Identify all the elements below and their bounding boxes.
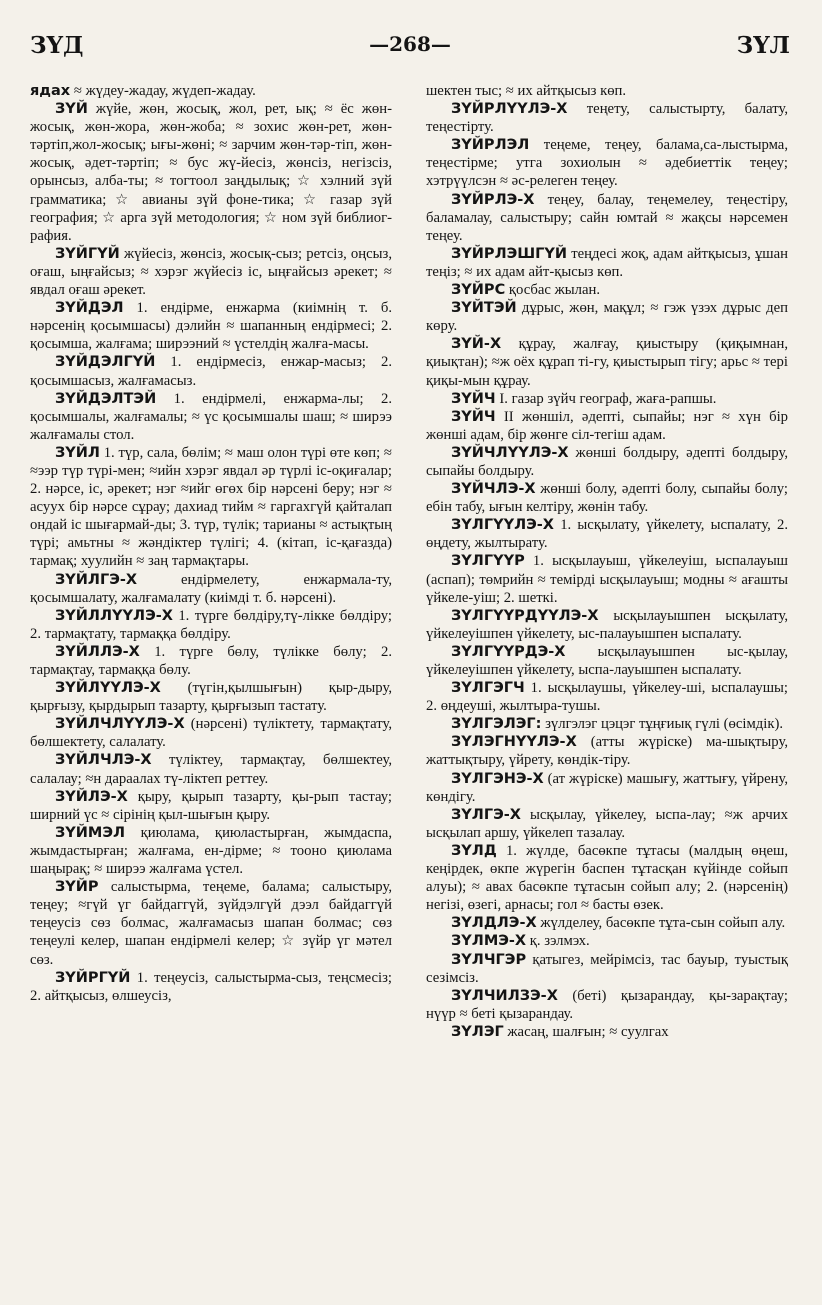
- headword: ЗҮЙЛЧЛЭ-Х: [55, 752, 152, 769]
- definition-text: 1. ысқылату, үйкелету, ыспалату, 2. өңдету, жылтырату.: [426, 517, 788, 552]
- page-number: —268—: [369, 32, 451, 56]
- headword: ЗҮЛЧИЛЗЭ-Х: [451, 987, 558, 1004]
- dictionary-entry: [30, 824, 392, 878]
- definition-text: 1. теңеусіз, салыстырма-сыз, теңсмесіз; 2. айтқысыз, өлшеусіз,: [30, 969, 392, 1004]
- headword: ЗҮЙЛ: [55, 444, 100, 461]
- headword: ЗҮЙРС: [451, 282, 506, 299]
- dictionary-entry: [30, 751, 392, 787]
- headword: ЗҮЛГҮҮЛЭ-Х: [451, 517, 554, 534]
- headword: ЗҮЛГЭ-Х: [451, 806, 521, 823]
- headword: ЗҮЛГЭЛЭГ:: [451, 716, 542, 733]
- definition-text: 1. түрге бөлу, түлікке бөлу; 2. тармақтау, тармаққа бөлу.: [30, 643, 392, 678]
- headword: ЗҮЙЛЧЛҮҮЛЭ-Х: [55, 716, 185, 733]
- definition-text: түліктеу, тармақтау, бөлшектеу, салалау; ≈н дараалах тү-ліктеп реттеу.: [30, 752, 392, 787]
- right-column: [426, 82, 788, 1041]
- definition-text: ≈ жүдеу-жадау, жүдеп-жадау.: [70, 83, 256, 99]
- headword: ЗҮЙЧ: [451, 390, 496, 407]
- headword: ЗҮЙРЛЭШГҮЙ: [451, 245, 568, 262]
- dictionary-entry: [426, 100, 788, 136]
- definition-text: жүлделеу, басөкпе тұта-сын сойып алу.: [536, 915, 786, 932]
- headword: ЗҮЙГҮЙ: [55, 245, 120, 262]
- headword: ЗҮЛД: [451, 842, 497, 859]
- definition-text: қиюлама, қиюластырған, жымдаспа, жымдастырған; жалғама, ен-дірме; ≈ тооно қиюлама шаңырақ; ≈ ширээ жалғама үстел.: [30, 824, 392, 878]
- dictionary-entry: [30, 353, 392, 389]
- headword: ЗҮЙ-Х: [451, 336, 502, 353]
- definition-text: ысқылауышпен ысқылату, үйкелеуішпен үйкелету, ыс-палауышпен ыспалату.: [426, 607, 788, 642]
- definition-text: (түгін,қылшығын) қыр-дыру, қырғызу, қырдырып тазарту, қырғызып тастату.: [30, 680, 392, 715]
- dictionary-entry: [426, 914, 788, 932]
- dictionary-entry: [426, 82, 788, 100]
- dictionary-entry: [426, 806, 788, 842]
- definition-text: шектен тыс; ≈ их айтқысыз көп.: [426, 83, 627, 99]
- dictionary-entry: [30, 878, 392, 968]
- headword: ЗҮЙЛГЭ-Х: [55, 571, 138, 588]
- headword: ЗҮЛМЭ-Х: [451, 933, 527, 950]
- dictionary-entry: [426, 733, 788, 769]
- dictionary-entry: [426, 335, 788, 389]
- definition-text: теңету, салыстырту, балату, теңестірту.: [426, 101, 788, 136]
- dictionary-entry: [426, 679, 788, 715]
- definition-text: жөнші болдыру, әдепті болдыру, сыпайы болдыру.: [426, 444, 788, 479]
- dictionary-entry: [30, 969, 392, 1005]
- definition-text: жасаң, шалғын; ≈ суулгах: [503, 1023, 669, 1040]
- dictionary-entry: [426, 390, 788, 408]
- dictionary-entry: [426, 299, 788, 335]
- dictionary-entry: [426, 408, 788, 444]
- headword: ЗҮЙДЭЛ: [55, 300, 124, 317]
- headword: ЗҮЙМЭЛ: [55, 824, 126, 841]
- dictionary-entry: [30, 679, 392, 715]
- definition-text: II жөншіл, әдепті, сыпайы; нэг ≈ хүн бір жөнші адам, бір жөнге сіл-тегіш адам.: [426, 408, 788, 443]
- definition-text: қ. зэлмэх.: [526, 933, 590, 950]
- dictionary-entry: [30, 715, 392, 751]
- headword: ЗҮЙРЛЭ-Х: [451, 191, 535, 208]
- headword: ЗҮЙРЛҮҮЛЭ-Х: [451, 101, 568, 118]
- running-head-right: ЗҮЛ: [736, 32, 790, 59]
- definition-text: қыру, қырып тазарту, қы-рып тастау; ширний үс ≈ сірінің қыл-шығын қыру.: [30, 788, 392, 823]
- dictionary-entry: [426, 516, 788, 552]
- dictionary-entry: [426, 842, 788, 914]
- definition-text: I. газар зүйч географ, жаға-рапшы.: [495, 390, 717, 407]
- definition-text: 1. ендірмесіз, енжар-масыз; 2. қосымшасыз, жалғамасыз.: [30, 354, 392, 389]
- headword: ЗҮЛЭГ: [451, 1023, 504, 1040]
- headword: ЗҮЙЛЭ-Х: [55, 788, 128, 805]
- headword: ЗҮЙРГҮЙ: [55, 969, 131, 986]
- dictionary-entry: [426, 552, 788, 606]
- definition-text: (атты жүріске) ма-шықтыру, жаттықтыру, үйрету, көндік-тіру.: [426, 734, 788, 769]
- headword: ЗҮЛГЭНЭ-Х: [451, 770, 544, 787]
- definition-text: теңдесі жоқ, адам айтқысыз, ұшан теңіз; ≈ их адам айт-қысыз көп.: [426, 245, 788, 280]
- headword: ЗҮЙР: [55, 879, 99, 896]
- definition-text: қатыгез, мейрімсіз, тас бауыр, туыстық сезімсіз.: [426, 951, 788, 986]
- headword: ЗҮЙЛЛЭ-Х: [55, 643, 140, 660]
- definition-text: ысқылау, үйкелеу, ыспа-лау; ≈ж арчих ысқылап аршу, үйкелеп тазалау.: [426, 806, 788, 841]
- dictionary-entry: [30, 643, 392, 679]
- dictionary-entry: [30, 788, 392, 824]
- left-column: [30, 82, 392, 1005]
- dictionary-entry: [426, 191, 788, 245]
- definition-text: теңеме, теңеу, балама,са-лыстырма, теңестірме; утга зохиолын ≈ әдебиеттік теңеу; хэтрүүлсэн ≈ әс-релеген теңеу.: [426, 137, 788, 190]
- dictionary-entry: [426, 480, 788, 516]
- dictionary-entry: [426, 281, 788, 299]
- dictionary-entry: [426, 951, 788, 987]
- definition-text: зүлгэлэг цэцэг тұңғиық гүлі (өсімдік).: [541, 716, 784, 733]
- dictionary-entry: [30, 100, 392, 245]
- definition-text: құрау, жалғау, қиыстыру (қиқымнан, қиықтан); ≈ж оёх құрап ті-гу, қиыстырып тігу; арьс ≈ тері қиқы-мын құрау.: [426, 336, 788, 389]
- definition-text: 1. түрге бөлдіру,тү-лікке бөлдіру; 2. тармақтату, тармаққа бөлдіру.: [30, 607, 392, 642]
- headword: ЗҮЙДЭЛТЭЙ: [55, 390, 157, 407]
- definition-text: салыстырма, теңеме, балама; салыстыру, теңеу; ≈гүй үг байдаггүй, зүйдэлгүй дээл байдаггүй теңеусіз сөз болмас, жалғамасыз шапан болмас; сөз теңеулі келер, шапан ендірмелі келер; ☆ зүйр үг мәтел сөз.: [30, 879, 392, 968]
- headword: ЗҮЙЛҮҮЛЭ-Х: [55, 680, 161, 697]
- headword: ЗҮЙРЛЭЛ: [451, 137, 530, 154]
- definition-text: ендірмелету, енжармала-ту, қосымшалату, жалғамалату (киімді т. б. нәрсені).: [30, 571, 392, 606]
- headword: ЗҮЛДЛЭ-Х: [451, 915, 537, 932]
- page-header: [30, 32, 790, 62]
- headword: ЗҮЛЭГНҮҮЛЭ-Х: [451, 734, 577, 751]
- headword: ЗҮЛГЭГЧ: [451, 680, 525, 697]
- definition-text: жөнші болу, әдепті болу, сыпайы болу; ебін табу, ығын келтіру, жөнін табу.: [426, 481, 788, 516]
- dictionary-entry: [426, 1023, 788, 1041]
- headword: ЗҮЙТЭЙ: [451, 300, 517, 317]
- dictionary-entry: [30, 444, 392, 571]
- definition-text: (нәрсені) түліктету, тармақтату, бөлшектету, салалату.: [30, 716, 392, 751]
- headword: ЗҮЙЧЛҮҮЛЭ-Х: [451, 444, 569, 461]
- headword: ЗҮЛГҮҮРДҮҮЛЭ-Х: [451, 607, 599, 624]
- definition-text: ысқылауышпен ыс-қылау, үйкелеуішпен үйкелету, ыспа-лауышпен ыспалату.: [426, 643, 788, 678]
- definition-text: жүйе, жөн, жосық, жол, рет, ық; ≈ ёс жөн-жосық, жөн-жора, жөн-жоба; ≈ зохис жөн-рет, жөн-тәртіп,жол-жосық; ығы-жөні; ≈ зарчим жөн-тәр-тіп, жөн-жосық, әдет-тәртіп; ≈ бус жү-йесіз, жөнсіз, негізсіз, орынсыз, алба-ты; ≈ тогтоол заңдылық; ☆ хэлний зүй грамматика; ☆ авианы зүй фоне-тика; ☆ газар зүй география; ☆ арга зүй методология; ☆ ном зүй библиог-рафия.: [30, 101, 392, 244]
- definition-text: 1. ендірме, енжарма (киімнің т. б. нәрсенің қосымшасы) дэлийн ≈ шапанның ендірмесі; 2. қосымша, жалғама; ширээний ≈ үстелдің жалға-масы.: [30, 300, 392, 353]
- dictionary-entry: [426, 932, 788, 950]
- dictionary-entry: [30, 571, 392, 607]
- definition-text: 1. түр, сала, бөлім; ≈ маш олон түрі өте көп; ≈ ≈ээр түр түрі-мен; ≈ийн хэрэг явдал әр түрлі іс-оқиғалар; 2. нәрсе, іс, әрекет; нэг ≈ийг өгөх бір нәрсені беру; нэг ≈ асуух бір нәрсе сұрау; дахиад тийм ≈ гаргахгүй қайталап ондай іс шығармай-ды; 3. түр, түлік; тарианы ≈ астықтың түрі; амьтны ≈ жәндіктер түлігі; 4. (кітап, іс-қағазда) тармақ; хуулийн ≈ заң тармақтары.: [30, 444, 392, 570]
- dictionary-entry: [426, 643, 788, 679]
- dictionary-entry: [426, 607, 788, 643]
- dictionary-entry: [426, 770, 788, 806]
- headword: ЗҮЙЧ: [451, 408, 496, 425]
- headword: ЗҮЙЧЛЭ-Х: [451, 481, 536, 498]
- dictionary-entry: [30, 245, 392, 299]
- dictionary-entry: [426, 245, 788, 281]
- definition-text: (ат жүріске) машығу, жаттығу, үйрену, көндігу.: [426, 770, 788, 805]
- definition-text: 1. ендірмелі, енжарма-лы; 2. қосымшалы, жалғамалы; ≈ үс қосымшалы шаш; ≈ ширээ жалғамалы стол.: [30, 390, 392, 443]
- dictionary-entry: [30, 607, 392, 643]
- running-head-left: ЗҮД: [30, 32, 84, 59]
- headword: ЗҮЙЛЛҮҮЛЭ-Х: [55, 607, 173, 624]
- definition-text: 1. ысқылауыш, үйкелеуіш, ыспалауыш (аспап); төмрийн ≈ темірді ысқылауыш; модны ≈ ағашты үйкеле-уіш; 2. шеткі.: [426, 553, 788, 606]
- definition-text: 1. жүлде, басөкпе тұтасы (малдың өңеш, кеңірдек, өкпе жүрегін баспен тұтасқан күйінде сойып алуы); ≈ авах басөкпе тұтасын сойып алу; 2. (нәрсенің) негізі, өзегі, арнасы; гол ≈ басты өзек.: [426, 842, 788, 914]
- definition-text: 1. ысқылаушы, үйкелеу-ші, ыспалаушы; 2. өңдеуші, жылтыра-тушы.: [426, 680, 788, 715]
- headword: ЗҮЛГҮҮР: [451, 553, 525, 570]
- dictionary-entry: [30, 299, 392, 353]
- definition-text: теңеу, балау, теңемелеу, теңестіру, баламалау, салыстыру; сайн юмтай ≈ жақсы нәрсемен теңеу.: [426, 191, 788, 244]
- dictionary-entry: [426, 987, 788, 1023]
- definition-text: дұрыс, жөн, мақұл; ≈ гэж үзэх дұрыс деп көру.: [426, 300, 788, 335]
- headword: ЗҮЙДЭЛГҮЙ: [55, 354, 156, 371]
- definition-text: жүйесіз, жөнсіз, жосық-сыз; ретсіз, оңсыз, оғаш, ыңғайсыз; ≈ хэрэг жүйесіз іс, ыңғайсыз әрекет; ≈ явдал оғаш әрекет.: [30, 245, 392, 299]
- definition-text: қосбас жылан.: [505, 282, 601, 299]
- dictionary-entry: [426, 136, 788, 190]
- dictionary-entry: [426, 444, 788, 480]
- dictionary-entry: [30, 390, 392, 444]
- headword: ядах: [30, 83, 71, 99]
- dictionary-entry: [426, 715, 788, 733]
- headword: ЗҮЛЧГЭР: [451, 951, 527, 968]
- definition-text: (беті) қызарандау, қы-зарақтау; нүүр ≈ беті қызарандау.: [426, 987, 788, 1022]
- headword: ЗҮЛГҮҮРДЭ-Х: [451, 643, 566, 660]
- dictionary-entry: [30, 82, 392, 100]
- headword: ЗҮЙ: [55, 101, 88, 118]
